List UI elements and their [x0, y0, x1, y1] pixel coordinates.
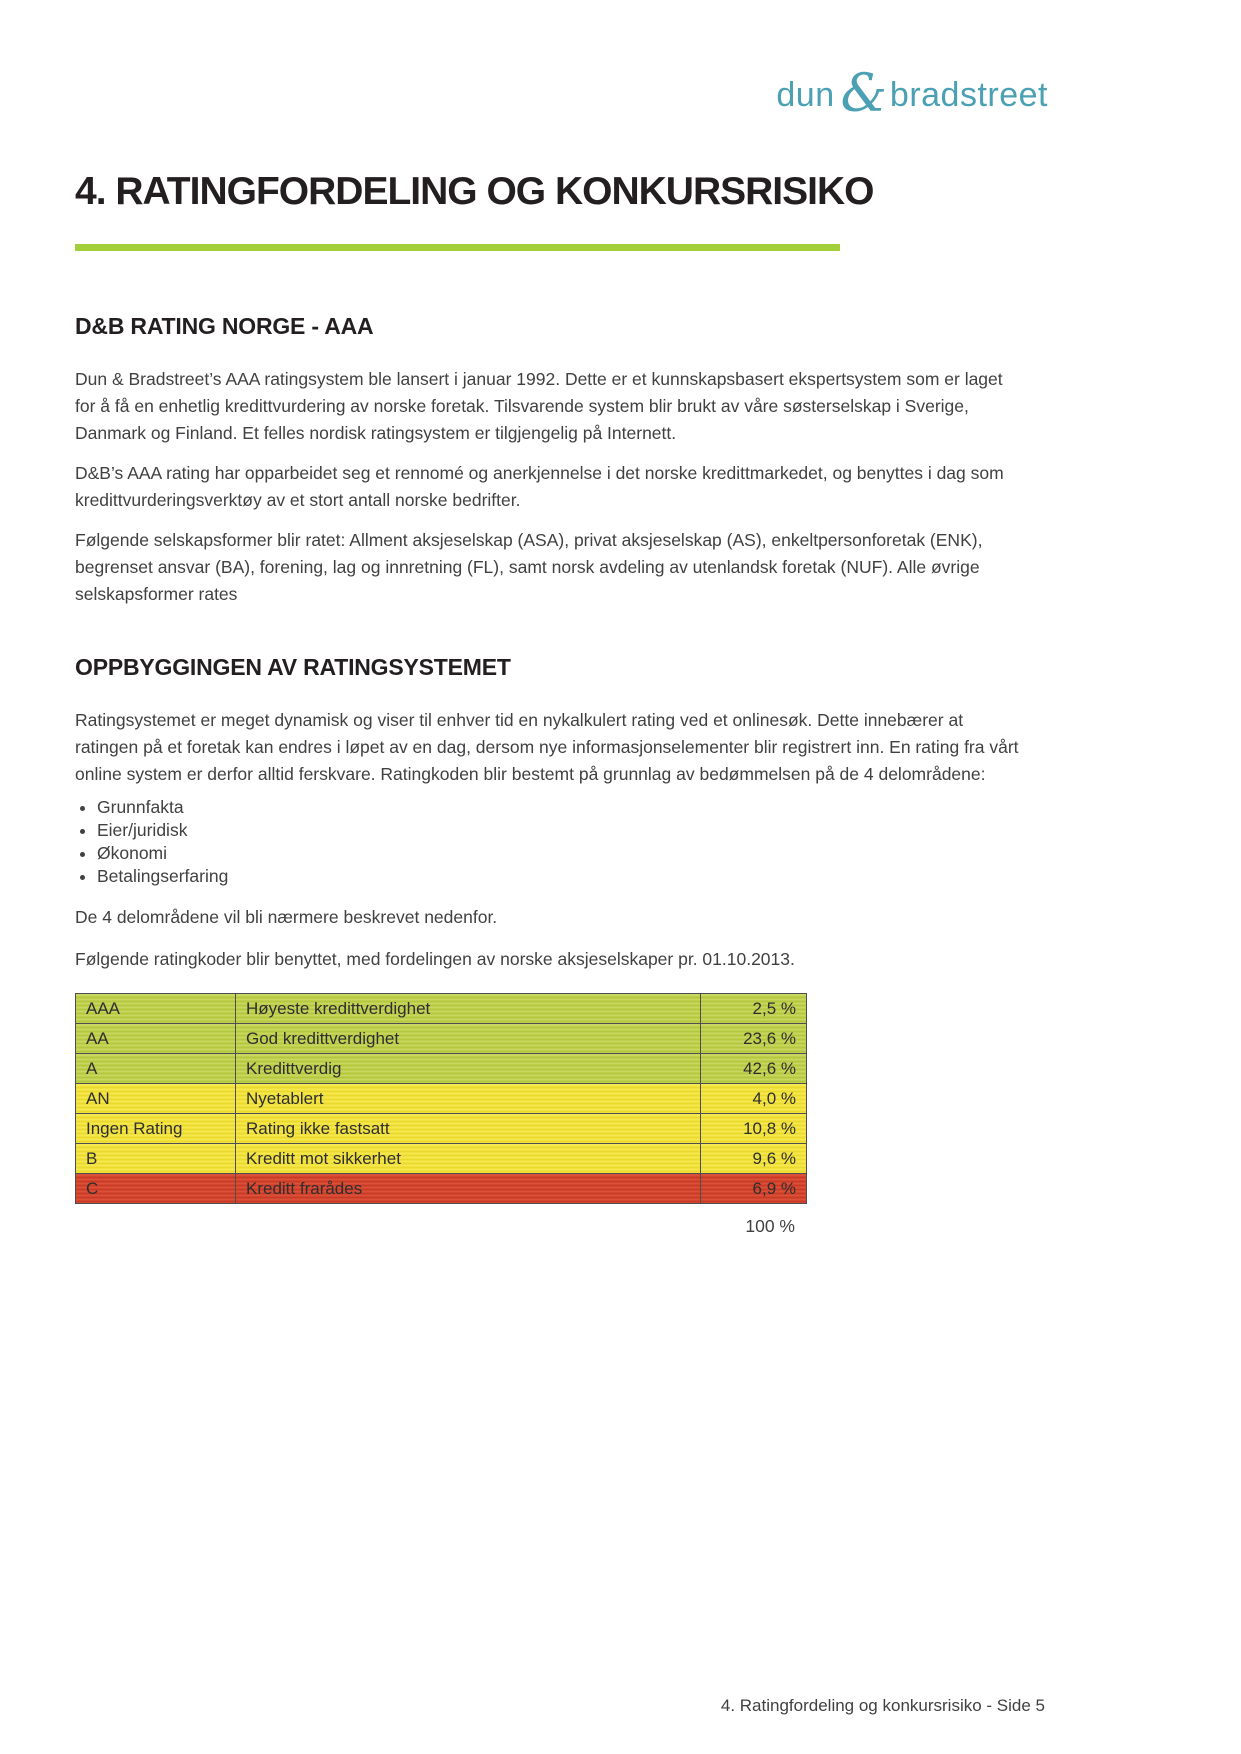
rating-distribution-table: [75, 993, 807, 1204]
list-item-grunnfakta: • Grunnfakta: [97, 796, 1025, 819]
rating-label-cell: Rating ikke fastsatt: [236, 1114, 701, 1144]
section-heading-db-rating-norge: D&B RATING NORGE - AAA: [75, 313, 374, 339]
rating-code-cell: AA: [76, 1024, 236, 1054]
paragraph: Dun & Bradstreet’s AAA ratingsystem ble lansert i januar 1992. Dette er et kunnskapsbasert ekspertsystem som er laget for å få en enhetlig kredittvurdering av norske foretak. Tilsvarende system blir brukt av våre søsterselskap i Sverige, Danmark og Finland. Et felles nordisk ratingsystem er tilgjengelig på Internett.: [75, 369, 1003, 443]
rating-label-cell: Kreditt frarådes: [236, 1174, 701, 1204]
rating-code-cell: B: [76, 1144, 236, 1174]
paragraph: D&B’s AAA rating har opparbeidet seg et rennomé og anerkjennelse i det norske kredittmarkedet, og benyttes i dag som kredittvurderingsverktøy av et stort antall norske bedrifter.: [75, 463, 1004, 510]
table-row: [76, 1114, 807, 1144]
paragraph: Følgende ratingkoder blir benyttet, med fordelingen av norske aksjeselskaper pr. 01.10.2013.: [75, 949, 795, 969]
list-item-okonomi: • Økonomi: [97, 842, 1025, 865]
document-content: [75, 0, 1025, 1237]
table-row: [76, 1084, 807, 1114]
subarea-list: [75, 796, 1025, 888]
rating-code-cell: AN: [76, 1084, 236, 1114]
paragraph: Ratingsystemet er meget dynamisk og viser til enhver tid en nykalkulert rating ved et onlinesøk. Dette innebærer at ratingen på et foretak kan endres i løpet av en dag, dersom nye informasjonselementer blir registrert inn. En rating fra vårt online system er derfor alltid ferskvare. Ratingkoden blir bestemt på grunnlag av bedømmelsen på de 4 delområdene:: [75, 710, 1019, 784]
rating-value-cell: 42,6 %: [701, 1054, 807, 1084]
page-title: 4. RATINGFORDELING OG KONKURSRISIKO: [75, 170, 874, 213]
rating-value-cell: 23,6 %: [701, 1024, 807, 1054]
logo-text-dun: dun: [776, 76, 835, 114]
table-row: [76, 1054, 807, 1084]
section-heading-oppbyggingen: OPPBYGGINGEN AV RATINGSYSTEMET: [75, 654, 511, 680]
rating-label-cell: God kredittverdighet: [236, 1024, 701, 1054]
rating-value-cell: 4,0 %: [701, 1084, 807, 1114]
rating-value-cell: 6,9 %: [701, 1174, 807, 1204]
rating-code-cell: AAA: [76, 994, 236, 1024]
page-footer: 4. Ratingfordeling og konkursrisiko - Side 5: [720, 1696, 1045, 1715]
rating-label-cell: Kredittverdig: [236, 1054, 701, 1084]
list-item-betalingserfaring: • Betalingserfaring: [97, 865, 1025, 888]
list-item-eier-juridisk: • Eier/juridisk: [97, 819, 1025, 842]
rating-code-cell: Ingen Rating: [76, 1114, 236, 1144]
rating-label-cell: Nyetablert: [236, 1084, 701, 1114]
rating-label-cell: Kreditt mot sikkerhet: [236, 1144, 701, 1174]
accent-rule: [75, 244, 840, 251]
table-row: [76, 1174, 807, 1204]
logo-ampersand: &: [840, 64, 887, 124]
table-row: [76, 1024, 807, 1054]
logo-text-bradstreet: bradstreet: [889, 76, 1048, 114]
table-row: [76, 994, 807, 1024]
paragraph: De 4 delområdene vil bli nærmere beskrevet nedenfor.: [75, 907, 498, 927]
total-percentage: 100 %: [745, 1216, 795, 1236]
paragraph: Følgende selskapsformer blir ratet: Allment aksjeselskap (ASA), privat aksjeselskap (AS), enkeltpersonforetak (ENK), begrenset ansvar (BA), forening, lag og innretning (FL), samt norsk avdeling av utenlandsk foretak (NUF). Alle øvrige selskapsformer rates: [75, 530, 983, 604]
table-row: [76, 1144, 807, 1174]
rating-value-cell: 10,8 %: [701, 1114, 807, 1144]
rating-code-cell: C: [76, 1174, 236, 1204]
rating-value-cell: 2,5 %: [701, 994, 807, 1024]
rating-label-cell: Høyeste kredittverdighet: [236, 994, 701, 1024]
rating-value-cell: 9,6 %: [701, 1144, 807, 1174]
rating-code-cell: A: [76, 1054, 236, 1084]
